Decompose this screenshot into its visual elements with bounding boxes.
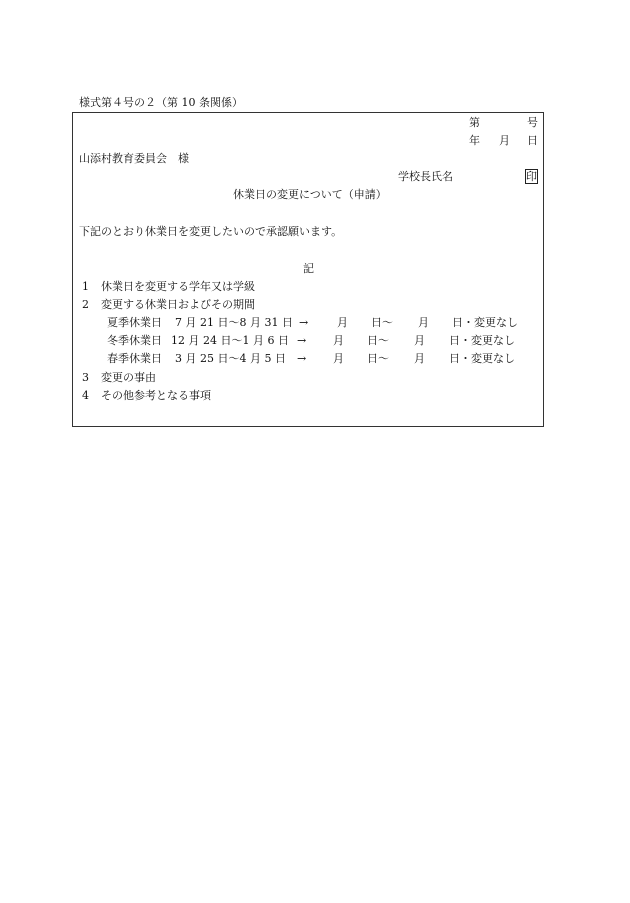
date-month: 月 bbox=[499, 134, 510, 147]
holiday-row bbox=[107, 334, 537, 348]
date-day: 日 bbox=[527, 134, 538, 147]
holiday-row bbox=[107, 352, 537, 366]
holiday-name: 夏季休業日 bbox=[107, 316, 162, 329]
document-title: 休業日の変更について（申請） bbox=[233, 188, 387, 201]
new-day-end: 日・変更なし bbox=[449, 334, 515, 347]
seal-box: 印 bbox=[526, 170, 537, 183]
item-text: 変更する休業日およびその期間 bbox=[101, 298, 255, 311]
new-month-start: 月 bbox=[333, 352, 344, 365]
item-number: 1 bbox=[82, 280, 89, 293]
new-month-start: 月 bbox=[333, 334, 344, 347]
arrow-icon: → bbox=[297, 334, 307, 347]
item-number: 3 bbox=[82, 371, 89, 384]
new-month-end: 月 bbox=[414, 352, 425, 365]
holiday-name: 冬季休業日 bbox=[107, 334, 162, 347]
holiday-period: 12 月 24 日～1 月 6 日 bbox=[171, 334, 289, 347]
new-day-end: 日・変更なし bbox=[449, 352, 515, 365]
arrow-icon: → bbox=[297, 352, 307, 365]
addressee: 山添村教育委員会 様 bbox=[79, 152, 189, 165]
item-text: 変更の事由 bbox=[101, 371, 156, 384]
new-month-start: 月 bbox=[337, 316, 348, 329]
sender-label: 学校長氏名 bbox=[398, 170, 453, 183]
holiday-period: 3 月 25 日～4 月 5 日 bbox=[175, 352, 286, 365]
date-year: 年 bbox=[469, 134, 480, 147]
intro-text: 下記のとおり休業日を変更したいので承認願います。 bbox=[79, 225, 343, 238]
new-month-end: 月 bbox=[414, 334, 425, 347]
new-day-start: 日～ bbox=[367, 334, 389, 347]
new-day-start: 日～ bbox=[371, 316, 393, 329]
item-text: 休業日を変更する学年又は学級 bbox=[101, 280, 255, 293]
new-month-end: 月 bbox=[418, 316, 429, 329]
item-text: その他参考となる事項 bbox=[101, 389, 211, 402]
item-number: 2 bbox=[82, 298, 89, 311]
arrow-icon: → bbox=[299, 316, 309, 329]
ki-heading: 記 bbox=[303, 262, 314, 275]
new-day-end: 日・変更なし bbox=[452, 316, 518, 329]
form-label: 様式第４号の２（第 10 条関係） bbox=[79, 96, 243, 109]
holiday-name: 春季休業日 bbox=[107, 352, 162, 365]
seal-mark bbox=[525, 169, 538, 184]
new-day-start: 日～ bbox=[367, 352, 389, 365]
holiday-row bbox=[107, 316, 537, 330]
item-number: 4 bbox=[82, 389, 89, 402]
holiday-period: 7 月 21 日～8 月 31 日 bbox=[175, 316, 293, 329]
doc-number-suffix: 号 bbox=[527, 116, 538, 129]
doc-number-prefix: 第 bbox=[469, 116, 480, 129]
